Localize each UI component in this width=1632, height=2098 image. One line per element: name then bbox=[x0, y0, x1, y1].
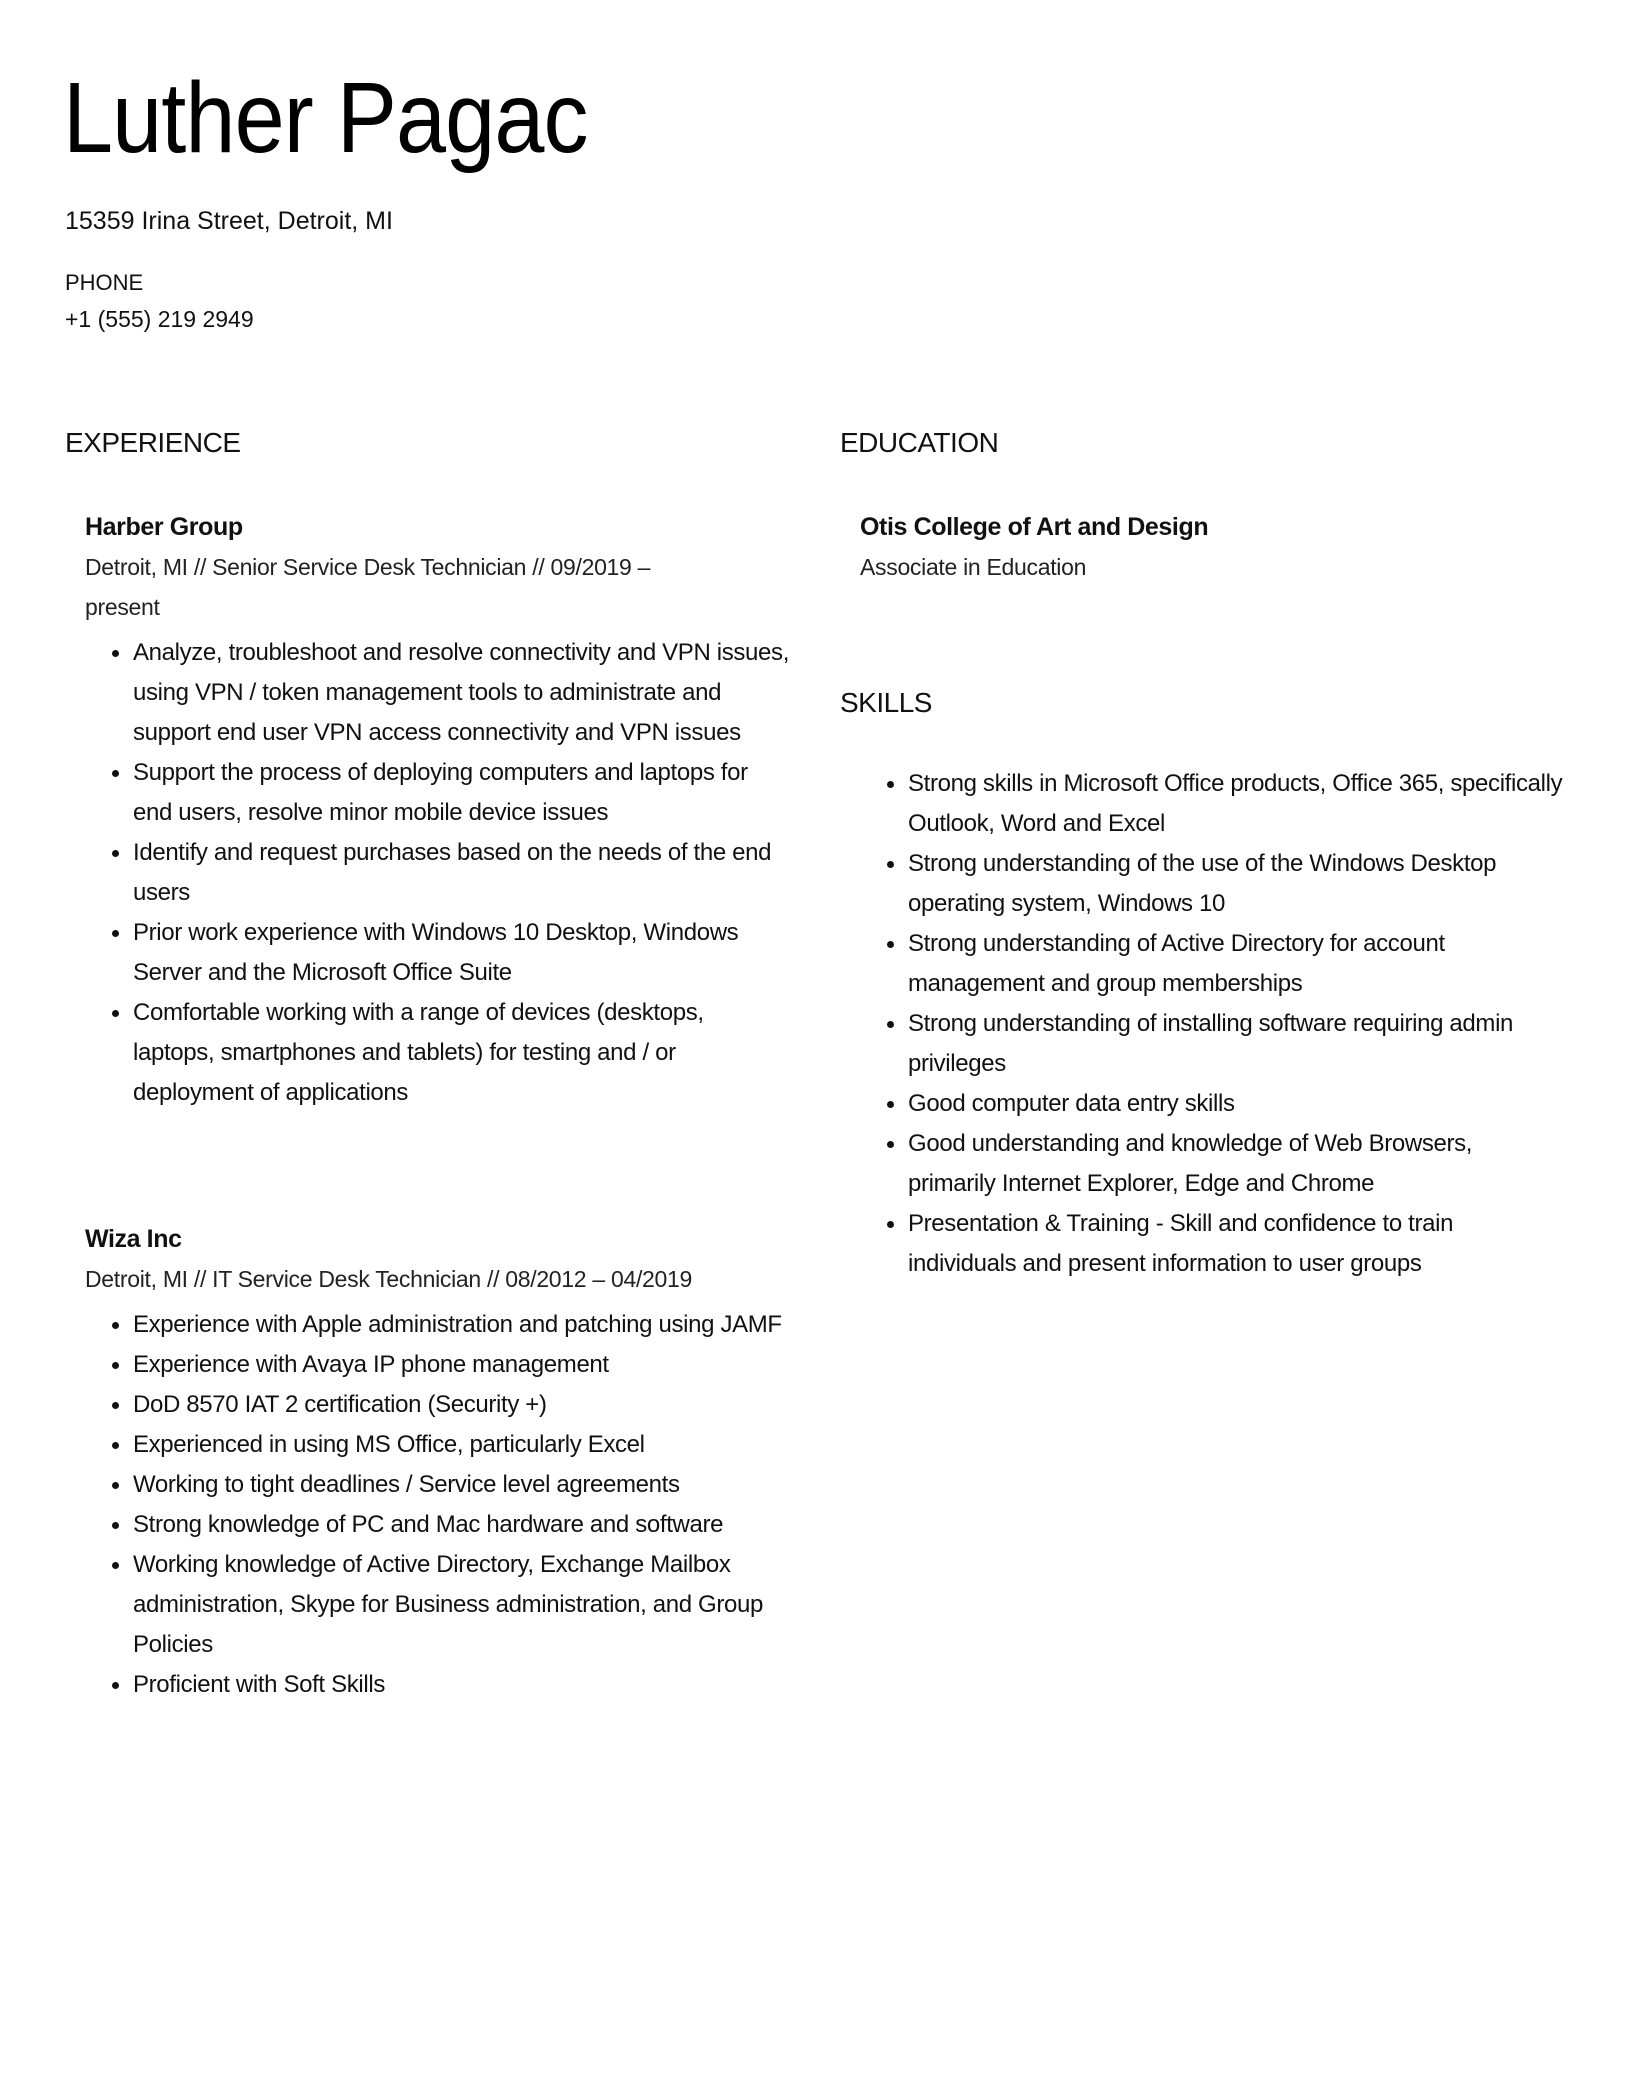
list-item bbox=[85, 1425, 790, 1465]
bullet-text: Support the process of deploying computers and laptops for end users, resolve minor mobile device issues bbox=[133, 759, 748, 826]
bullet-icon bbox=[112, 1362, 119, 1369]
bullet-icon bbox=[112, 1522, 119, 1529]
phone-label: PHONE bbox=[65, 270, 144, 295]
bullet-text: Presentation & Training - Skill and confidence to train individuals and present information to user groups bbox=[908, 1210, 1454, 1277]
bullet-text: Good understanding and knowledge of Web Browsers, primarily Internet Explorer, Edge and Chrome bbox=[908, 1130, 1473, 1197]
bullet-icon bbox=[112, 1682, 119, 1689]
bullet-text: Strong understanding of installing software requiring admin privileges bbox=[908, 1010, 1514, 1077]
bullet-icon bbox=[112, 1442, 119, 1449]
bullet-icon bbox=[112, 1322, 119, 1329]
skills-heading: SKILLS bbox=[840, 687, 932, 718]
bullet-text: Analyze, troubleshoot and resolve connectivity and VPN issues, using VPN / token management tools to administrate and support end user VPN access connectivity and VPN issues bbox=[133, 639, 790, 746]
bullet-icon bbox=[112, 850, 119, 857]
skills-bullets bbox=[860, 764, 1565, 1284]
list-item bbox=[85, 1305, 790, 1345]
bullet-icon bbox=[887, 1101, 894, 1108]
list-item bbox=[85, 1505, 790, 1545]
list-item bbox=[85, 993, 790, 1113]
bullet-text: Experience with Apple administration and patching using JAMF bbox=[133, 1311, 782, 1338]
education-entry bbox=[860, 507, 1560, 587]
bullet-text: Experienced in using MS Office, particularly Excel bbox=[133, 1431, 645, 1458]
bullet-icon bbox=[887, 1221, 894, 1228]
bullet-text: Proficient with Soft Skills bbox=[133, 1671, 385, 1698]
list-item bbox=[860, 1004, 1565, 1084]
bullet-icon bbox=[112, 1482, 119, 1489]
list-item bbox=[860, 1204, 1565, 1284]
list-item bbox=[860, 1084, 1565, 1124]
bullet-icon bbox=[887, 1021, 894, 1028]
experience-entry bbox=[85, 1219, 790, 1705]
school-name: Otis College of Art and Design bbox=[860, 513, 1209, 541]
list-item bbox=[85, 1345, 790, 1385]
list-item bbox=[85, 753, 790, 833]
list-item bbox=[860, 764, 1565, 844]
bullet-text: Experience with Avaya IP phone management bbox=[133, 1351, 609, 1378]
phone-value: +1 (555) 219 2949 bbox=[65, 306, 254, 332]
list-item bbox=[85, 833, 790, 913]
bullet-text: Strong knowledge of PC and Mac hardware and software bbox=[133, 1511, 724, 1538]
experience-entry bbox=[85, 507, 790, 1113]
bullet-text: DoD 8570 IAT 2 certification (Security +) bbox=[133, 1391, 547, 1418]
skills-list bbox=[860, 764, 1565, 1284]
bullet-text: Working to tight deadlines / Service level agreements bbox=[133, 1471, 680, 1498]
bullet-text: Working knowledge of Active Directory, Exchange Mailbox administration, Skype for Business administration, and Group Policies bbox=[133, 1551, 763, 1658]
bullet-icon bbox=[112, 1562, 119, 1569]
list-item bbox=[860, 924, 1565, 1004]
bullet-text: Strong understanding of the use of the Windows Desktop operating system, Windows 10 bbox=[908, 850, 1497, 917]
education-heading: EDUCATION bbox=[840, 427, 999, 458]
job-meta: Detroit, MI // IT Service Desk Technician // 08/2012 – 04/2019 bbox=[85, 1266, 692, 1292]
list-item bbox=[860, 844, 1565, 924]
bullet-icon bbox=[887, 941, 894, 948]
list-item bbox=[85, 913, 790, 993]
bullet-icon bbox=[112, 1402, 119, 1409]
bullet-icon bbox=[112, 770, 119, 777]
list-item bbox=[85, 1465, 790, 1505]
bullet-text: Comfortable working with a range of devices (desktops, laptops, smartphones and tablets) for testing and / or deployment of applications bbox=[133, 999, 704, 1106]
list-item bbox=[860, 1124, 1565, 1204]
company-name: Harber Group bbox=[85, 513, 243, 541]
degree: Associate in Education bbox=[860, 554, 1087, 580]
bullet-text: Identify and request purchases based on the needs of the end users bbox=[133, 839, 772, 906]
job-meta: Detroit, MI // Senior Service Desk Technician // 09/2019 – present bbox=[85, 554, 651, 620]
list-item bbox=[85, 1665, 790, 1705]
list-item bbox=[85, 1385, 790, 1425]
experience-heading: EXPERIENCE bbox=[65, 427, 241, 458]
list-item bbox=[85, 1545, 790, 1665]
bullet-icon bbox=[887, 781, 894, 788]
job-bullets bbox=[85, 1305, 790, 1705]
bullet-text: Strong skills in Microsoft Office products, Office 365, specifically Outlook, Word and Excel bbox=[908, 770, 1563, 837]
bullet-icon bbox=[112, 1010, 119, 1017]
company-name: Wiza Inc bbox=[85, 1225, 182, 1253]
bullet-icon bbox=[887, 1141, 894, 1148]
address: 15359 Irina Street, Detroit, MI bbox=[65, 207, 393, 235]
job-bullets bbox=[85, 633, 790, 1113]
bullet-text: Good computer data entry skills bbox=[908, 1090, 1235, 1117]
candidate-name: Luther Pagac bbox=[63, 62, 588, 174]
bullet-text: Strong understanding of Active Directory for account management and group memberships bbox=[908, 930, 1445, 997]
list-item bbox=[85, 633, 790, 753]
bullet-icon bbox=[112, 650, 119, 657]
bullet-icon bbox=[887, 861, 894, 868]
bullet-icon bbox=[112, 930, 119, 937]
bullet-text: Prior work experience with Windows 10 Desktop, Windows Server and the Microsoft Office Suite bbox=[133, 919, 739, 986]
